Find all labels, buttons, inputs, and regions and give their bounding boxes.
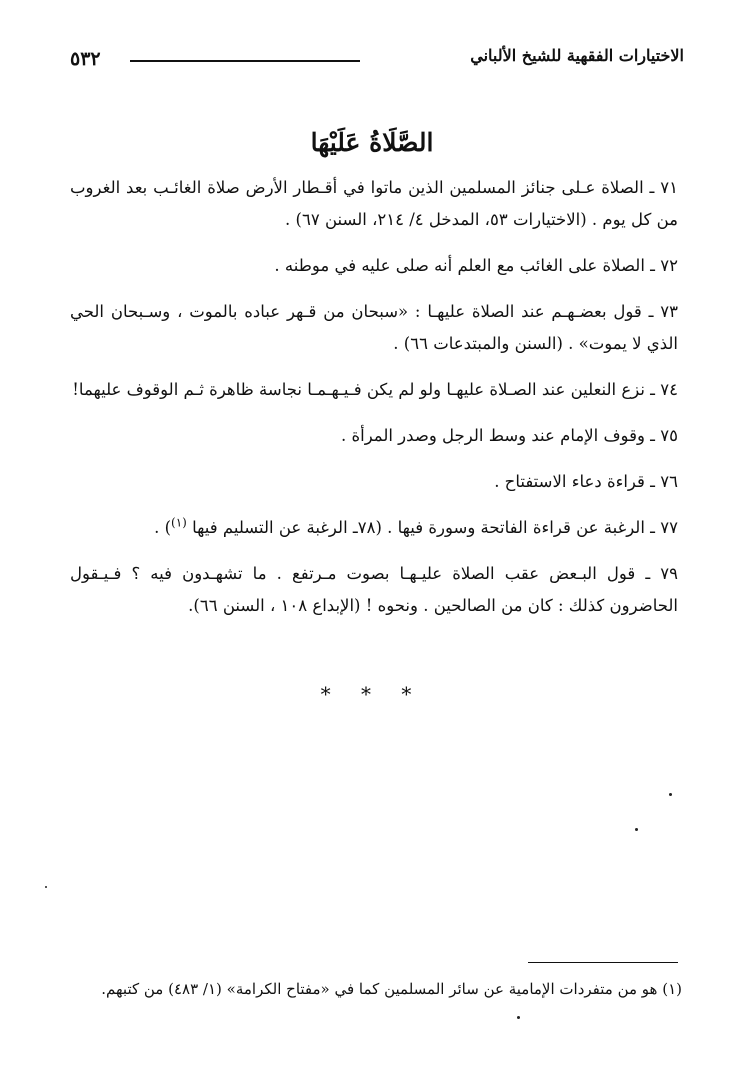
list-item: ٧١ ـ الصلاة عـلى جنائز المسلمين الذين ماتوا في أقـطار الأرض صلاة الغائـب بعد الغروب من كل يوم . (الاختيارات ٥٣، المدخل ٤/ ٢١٤، السنن ٦٧) . [70, 178, 678, 229]
header-rule [130, 60, 360, 62]
scan-speck [669, 793, 672, 796]
section-separator: * * * [320, 682, 424, 706]
list-item: ٧٣ ـ قول بعضـهـم عند الصلاة عليهـا : «سبحان من قـهر عباده بالموت ، وسـبحان الحي الذي لا يموت» . (السنن والمبتدعات ٦٦) . [70, 302, 678, 353]
item-number: ٧١ [660, 178, 678, 197]
chapter-title: الصَّلَاةُ عَلَيْهَا [310, 128, 434, 157]
item-number: ٧٢ [660, 256, 678, 275]
running-header [70, 44, 684, 74]
body-text [70, 172, 678, 636]
list-item: ٧٦ ـ قراءة دعاء الاستفتاح . [494, 472, 678, 491]
list-item: ٧٧ ـ الرغبة عن قراءة الفاتحة وسورة فيها . (٧٨ـ الرغبة عن التسليم فيها $^{(١)}$) . [154, 515, 678, 537]
list-item: ٧٩ ـ قول البـعض عقب الصلاة عليـهـا بصوت مـرتفع . ما تشهـدون فيه ؟ فـيـقول الحاضرون كذلك : كان من الصالحين . ونحوه ! (الإبداع ١٠٨ ، السنن ٦٦). [70, 564, 678, 615]
item-number: ٧٤ [660, 380, 678, 399]
footnote-reference[interactable]: (١) [171, 515, 187, 530]
scan-speck [45, 886, 47, 888]
list-item: ٧٥ ـ وقوف الإمام عند وسط الرجل وصدر المرأة . [340, 426, 678, 445]
item-text: قراءة دعاء الاستفتاح . [494, 472, 645, 491]
item-number: ٧٧ [660, 518, 678, 537]
item-text: وقوف الإمام عند وسط الرجل وصدر المرأة . [340, 426, 645, 445]
item-number: ٧٩ [660, 564, 678, 583]
list-item: ٧٢ ـ الصلاة على الغائب مع العلم أنه صلى عليه في موطنه . [274, 256, 678, 275]
footnote: (١) هو من متفردات الإمامية عن سائر المسلمين كما في «مفتاح الكرامة» (١/ ٤٨٣) من كتبهم. [101, 980, 682, 998]
item-text: الرغبة عن قراءة الفاتحة وسورة فيها . (٧٨ـ الرغبة عن التسليم فيها [192, 518, 645, 537]
item-number: ٧٦ [660, 472, 678, 491]
item-text: نزع النعلين عند الصـلاة عليهـا ولو لم يكن فـيـهـمـا نجاسة ظاهرة ثـم الوقوف عليهما! [72, 380, 645, 399]
item-text: قول بعضـهـم عند الصلاة عليهـا : «سبحان من قـهر عباده بالموت ، وسـبحان الحي الذي لا يموت» . (السنن والمبتدعات ٦٦) . [70, 302, 678, 353]
page-number: ٥٣٢ [70, 48, 101, 70]
item-number: ٧٣ [660, 302, 678, 321]
list-item: ٧٤ ـ نزع النعلين عند الصـلاة عليهـا ولو لم يكن فـيـهـمـا نجاسة ظاهرة ثـم الوقوف عليهما! [72, 380, 678, 399]
scan-speck [517, 1016, 520, 1019]
book-title: الاختيارات الفقهية للشيخ الألباني [470, 46, 684, 65]
item-number: ٧٥ [660, 426, 678, 445]
scan-speck [635, 828, 638, 831]
item-text: الصلاة على الغائب مع العلم أنه صلى عليه في موطنه . [274, 256, 645, 275]
item-text: الصلاة عـلى جنائز المسلمين الذين ماتوا في أقـطار الأرض صلاة الغائـب بعد الغروب من كل يوم . (الاختيارات ٥٣، المدخل ٤/ ٢١٤، السنن ٦٧) . [70, 178, 678, 229]
item-text-tail: ) . [154, 518, 172, 537]
item-text: قول البـعض عقب الصلاة عليـهـا بصوت مـرتفع . ما تشهـدون فيه ؟ فـيـقول الحاضرون كذلك : كان من الصالحين . ونحوه ! (الإبداع ١٠٨ ، السنن ٦٦). [70, 564, 678, 615]
footnote-rule [528, 962, 678, 963]
